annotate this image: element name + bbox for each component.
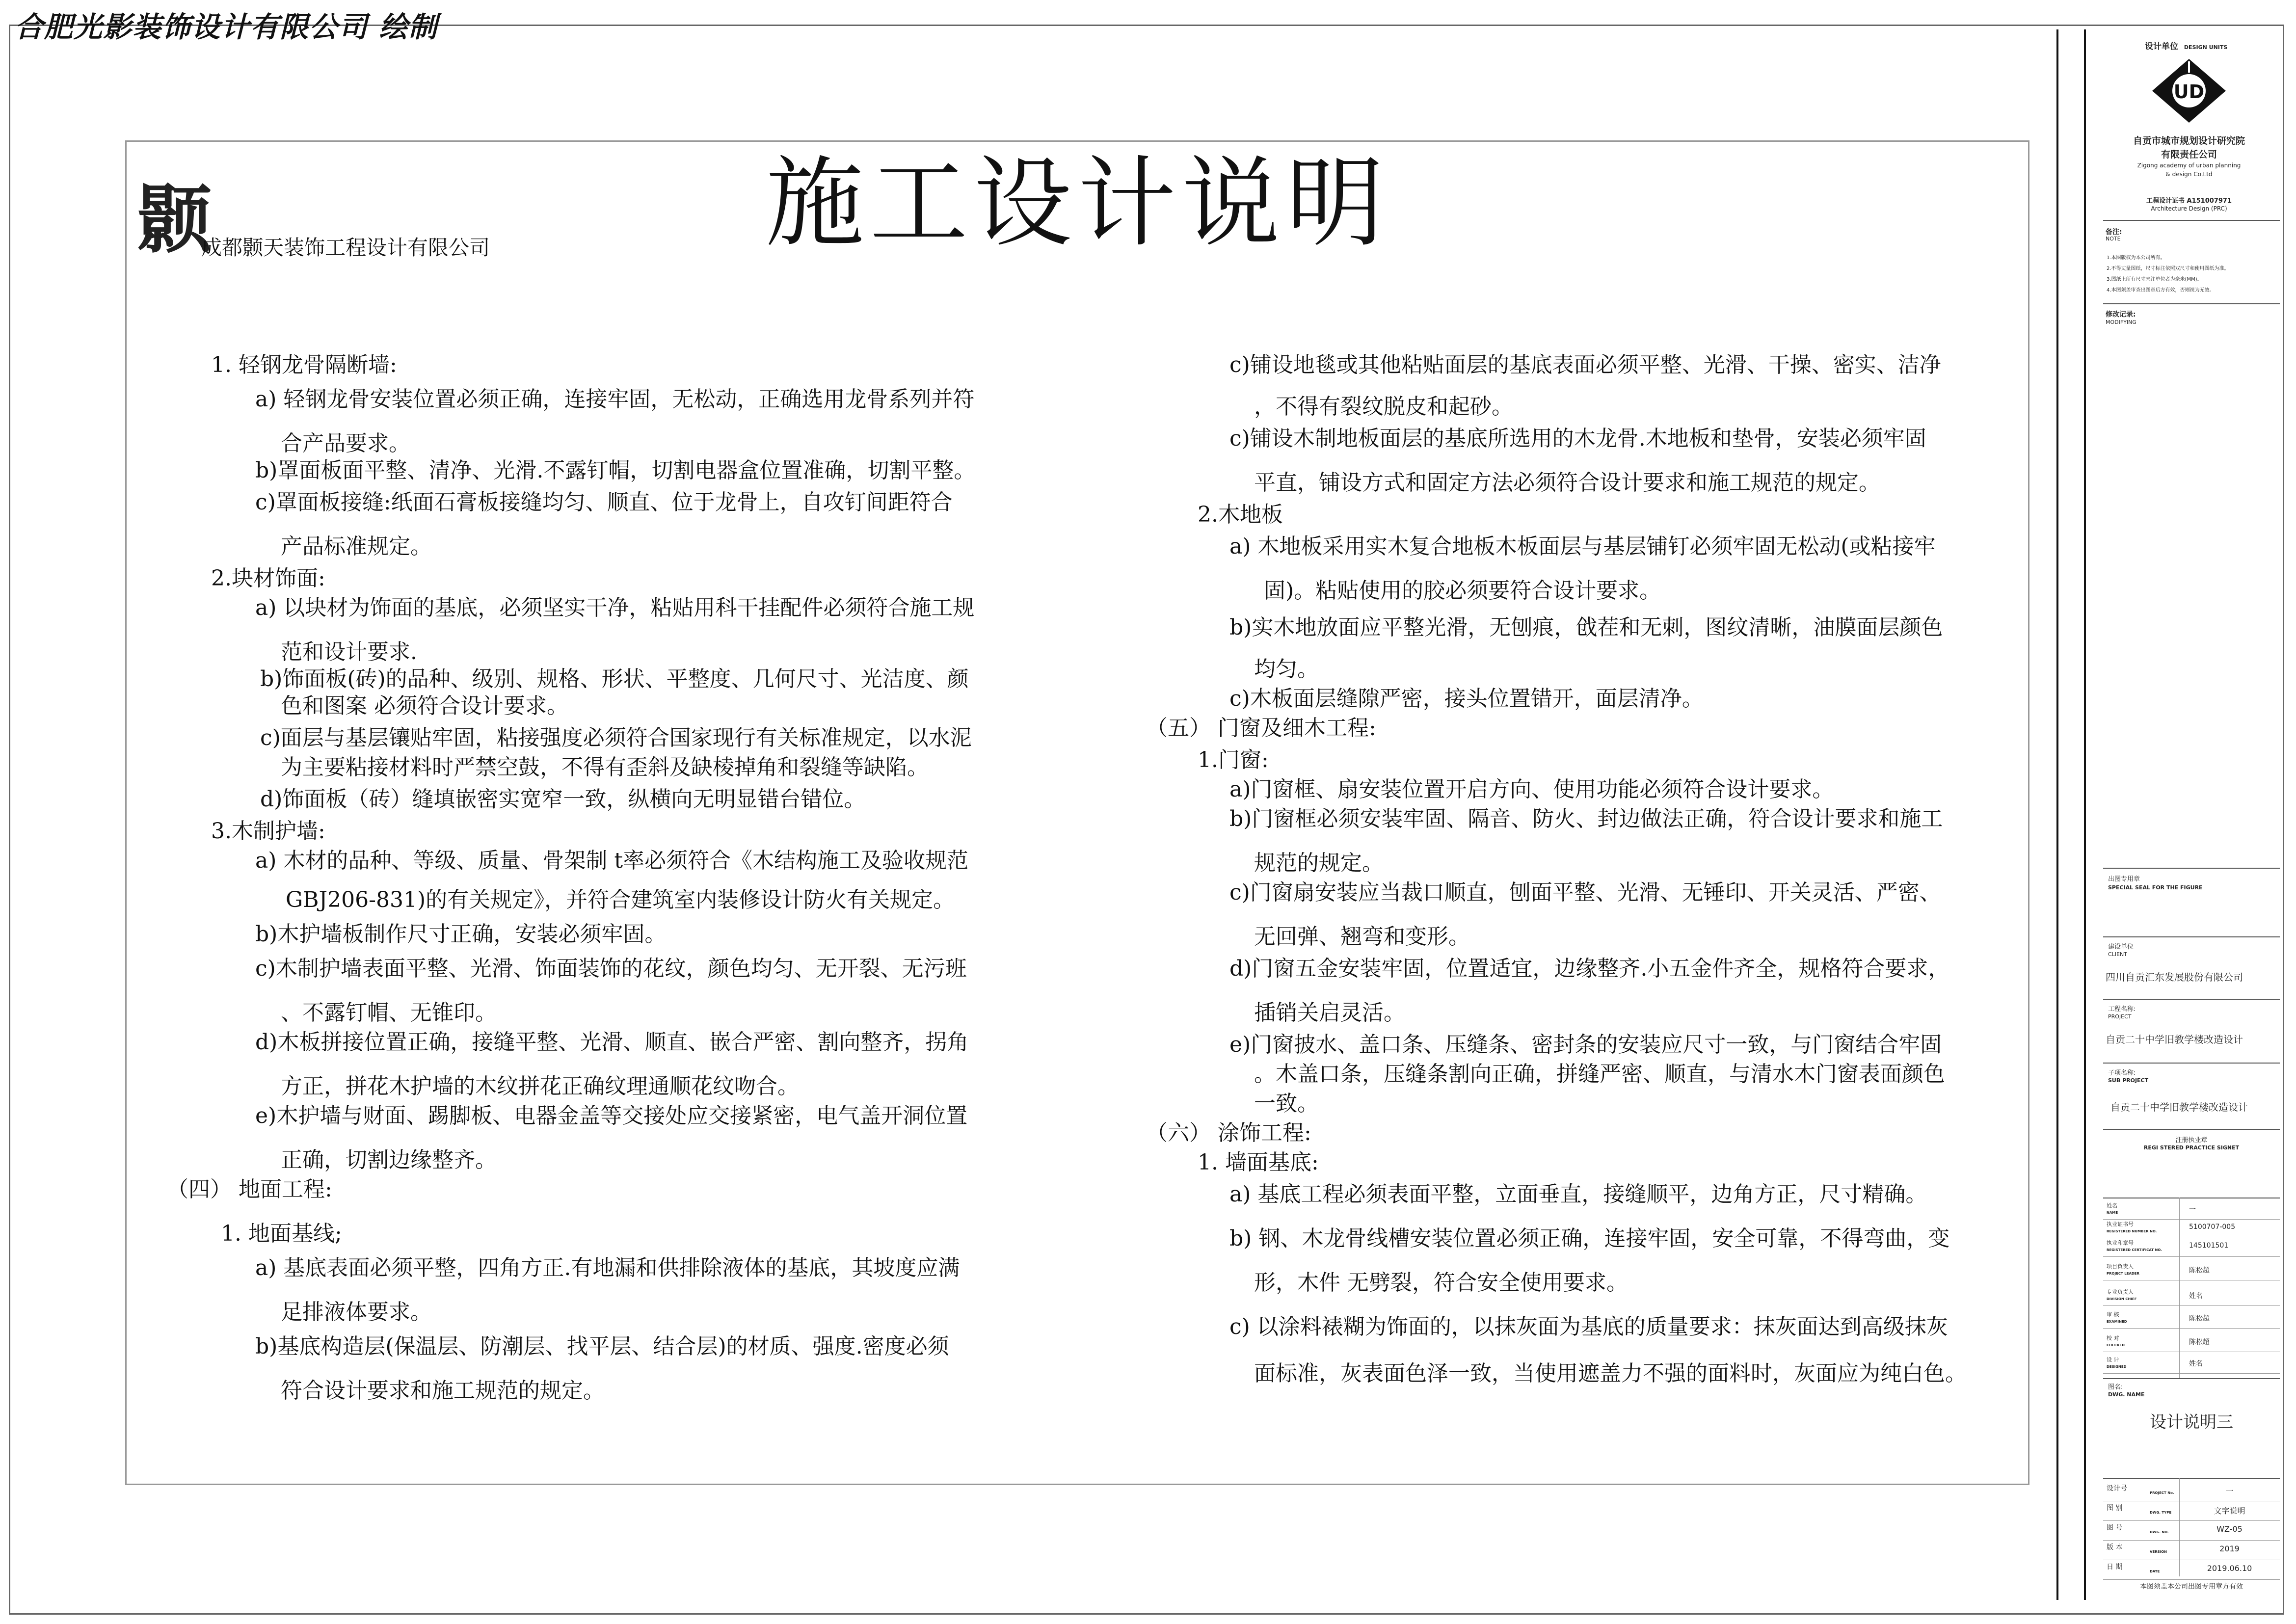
info-label: 图 别 <box>2107 1504 2123 1512</box>
seal-en: SPECIAL SEAL FOR THE FIGURE <box>2108 884 2203 891</box>
text-line: 形，木件 无劈裂，符合安全使用要求。 <box>1254 1270 1628 1295</box>
info-value: 2019.06.10 <box>2207 1564 2252 1573</box>
tb-row-line <box>2103 1520 2280 1521</box>
title-block-divider <box>2056 29 2058 1600</box>
notes-en: NOTE <box>2106 236 2121 242</box>
text-line: d)饰面板（砖）缝填嵌密实宽窄一致，纵横向无明显错台错位。 <box>260 787 866 812</box>
info-label-en: DWG. NO. <box>2150 1530 2169 1534</box>
personnel-label-en: PROJECT LEADER <box>2107 1272 2139 1276</box>
text-line: 。木盖口条，压缝条割向正确，拼缝严密、顺直，与清水木门窗表面颜色 <box>1254 1062 1945 1087</box>
tb-line <box>2103 999 2280 1000</box>
personnel-value: 5100707-005 <box>2189 1223 2236 1231</box>
text-line: 面标准，灰表面色泽一致，当使用遮盖力不强的面料时，灰面应为纯白色。 <box>1254 1361 1967 1386</box>
personnel-label <box>2107 1335 2125 1349</box>
tb-row-line <box>2103 1256 2280 1257</box>
text-line: 正确，切割边缘整齐。 <box>281 1147 497 1172</box>
info-label-en: DATE <box>2150 1570 2160 1573</box>
tb-line <box>2103 1129 2280 1130</box>
text-line: 1.门窗: <box>1198 747 1269 772</box>
text-line: 方正，拼花木护墙的木纹拼花正确纹理通顺花纹吻合。 <box>281 1074 799 1099</box>
tb-line <box>2103 220 2280 221</box>
stamp-en: REGI STERED PRACTICE SIGNET <box>2143 1145 2240 1151</box>
personnel-label-cn: 执业证书号 <box>2107 1221 2134 1227</box>
tb-line <box>2103 1063 2280 1064</box>
personnel-label-cn: 设 计 <box>2107 1357 2119 1363</box>
design-unit-en: DESIGN UNITS <box>2184 44 2228 51</box>
stamp-label: 注册执业章 <box>2175 1137 2208 1144</box>
text-line: c)面层与基层镶贴牢固，粘接强度必须符合国家现行有关标准规定，以水泥 <box>260 725 972 750</box>
institute-en-1: Zigong academy of urban planning <box>2137 162 2241 169</box>
text-line: 、不露钉帽、无锥印。 <box>281 1000 497 1025</box>
institute-name-2: 有限责任公司 <box>2161 149 2217 160</box>
modify-label: 修改记录: <box>2106 311 2136 319</box>
text-line: 足排液体要求。 <box>281 1300 432 1325</box>
text-line: 为主要粘接材料时严禁空鼓，不得有歪斜及缺棱掉角和裂缝等缺陷。 <box>281 755 929 780</box>
tb-line <box>2103 1478 2280 1479</box>
text-line: GBJ206-831)的有关规定》，并符合建筑室内装修设计防火有关规定。 <box>286 887 955 912</box>
company-logo <box>137 177 212 263</box>
text-line: a)门窗框、扇安装位置开启方向、使用功能必须符合设计要求。 <box>1229 777 1834 802</box>
text-line: （五） 门窗及细木工程: <box>1146 716 1376 741</box>
tb-row-line <box>2103 1540 2280 1541</box>
text-line: 插销关启灵活。 <box>1254 1000 1405 1025</box>
personnel-value: 一 <box>2189 1206 2196 1214</box>
info-value: 文字说明 <box>2214 1506 2245 1516</box>
text-line: 2.木地板 <box>1198 502 1283 527</box>
text-line: a) 木地板采用实木复合地板木板面层与基层铺钉必须牢固无松动(或粘接牢 <box>1229 534 1936 559</box>
tb-row-line <box>2103 1579 2280 1580</box>
text-line: ，不得有裂纹脱皮和起砂。 <box>1254 394 1513 419</box>
personnel-value: 陈松超 <box>2189 1338 2210 1346</box>
personnel-label-cn: 专业负责人 <box>2107 1289 2134 1295</box>
personnel-value: 姓名 <box>2189 1360 2203 1368</box>
text-line: d)木板拼接位置正确，接缝平整、光滑、顺直、嵌合严密、割向整齐，拐角 <box>255 1030 969 1055</box>
text-line: b)门窗框必须安装牢固、隔音、防火、封边做法正确，符合设计要求和施工 <box>1229 806 1943 831</box>
notes-label: 备注: <box>2106 228 2122 236</box>
note-item: 2.不得丈量图纸，尺寸标注依照双尺寸和使用图纸为准。 <box>2107 266 2229 271</box>
personnel-label-en: REGISTERED NUMBER NO. <box>2107 1229 2157 1233</box>
tb-row-line <box>2103 1305 2280 1306</box>
text-line: 无回弹、翘弯和变形。 <box>1254 924 1470 949</box>
text-line: （六） 涂饰工程: <box>1146 1120 1311 1145</box>
project-label: 工程名称: <box>2108 1006 2136 1013</box>
info-value: 一 <box>2225 1487 2234 1496</box>
info-label: 日 期 <box>2107 1563 2123 1571</box>
note-item: 4.本图须盖审查出图章后方有效，否则视为无效。 <box>2107 288 2215 293</box>
personnel-label-cn: 姓名 <box>2107 1202 2117 1209</box>
tb-line <box>2103 303 2280 304</box>
drawing-name-en: DWG. NAME <box>2108 1391 2145 1398</box>
text-line: a) 木材的品种、等级、质量、骨架制 t率必须符合《木结构施工及验收规范 <box>255 848 969 873</box>
notes-list <box>2107 253 2229 296</box>
text-line: 1. 墙面基底: <box>1198 1150 1319 1175</box>
design-unit-label: 设计单位 <box>2145 42 2178 52</box>
subproject-label: 子项名称: <box>2108 1069 2136 1077</box>
personnel-label-en: DIVISION CHIEF <box>2107 1297 2137 1301</box>
text-line: a) 轻钢龙骨安装位置必须正确，连接牢固，无松动，正确选用龙骨系列并符 <box>255 387 975 412</box>
personnel-label <box>2107 1357 2126 1370</box>
text-line: 固)。粘贴使用的胶必须要符合设计要求。 <box>1264 578 1661 603</box>
personnel-label-en: REGISTERED CERTIFICAT NO. <box>2107 1248 2162 1252</box>
client-en: CLIENT <box>2108 951 2127 958</box>
subproject-en: SUB PROJECT <box>2108 1077 2149 1084</box>
text-line: 产品标准规定。 <box>281 534 432 559</box>
info-label: 设计号 <box>2107 1485 2127 1492</box>
text-line: b)罩面板面平整、清净、光滑.不露钉帽，切割电器盒位置准确，切割平整。 <box>255 458 976 483</box>
title-block-divider-inner <box>2084 29 2086 1600</box>
text-line: 规范的规定。 <box>1254 851 1384 876</box>
tb-row-line <box>2103 1219 2280 1220</box>
personnel-value: 陈松超 <box>2189 1267 2210 1275</box>
personnel-label <box>2107 1202 2118 1216</box>
info-label: 版 本 <box>2107 1544 2123 1551</box>
svg-text:颢: 颢 <box>137 177 212 263</box>
text-line: 1. 轻钢龙骨隔断墙: <box>211 352 397 377</box>
personnel-label-cn: 执业印章号 <box>2107 1240 2134 1246</box>
footer-note: 本图须盖本公司出图专用章方有效 <box>2140 1583 2243 1591</box>
tb-col-line <box>2179 1198 2180 1378</box>
info-value: WZ-05 <box>2216 1524 2243 1534</box>
info-value: 2019 <box>2219 1544 2240 1553</box>
personnel-label <box>2107 1240 2162 1253</box>
text-line: 一致。 <box>1254 1091 1319 1116</box>
text-line: c)铺设地毯或其他粘贴面层的基底表面必须平整、光滑、干操、密实、洁净 <box>1229 352 1941 377</box>
text-line: b)饰面板(砖)的品种、级别、规格、形状、平整度、几何尺寸、光洁度、颜 <box>260 666 969 692</box>
text-line: c)木制护墙表面平整、光滑、饰面装饰的花纹，颜色均匀、无开裂、无污班 <box>255 956 967 981</box>
text-line: c)门窗扇安装应当裁口顺直，刨面平整、光滑、无锤印、开关灵活、严密、 <box>1229 880 1941 905</box>
modify-en: MODIFYING <box>2106 319 2136 325</box>
text-line: c)铺设木制地板面层的基底所选用的木龙骨.木地板和垫骨，安装必须牢固 <box>1229 426 1926 451</box>
watermark-text: 合肥光影装饰设计有限公司 绘制 <box>15 10 438 44</box>
tb-line <box>2103 868 2280 869</box>
info-label: 图 号 <box>2107 1524 2123 1532</box>
text-line: b)实木地放面应平整光滑，无刨痕，戗茬和无刺，图纹清晰，油膜面层颜色 <box>1229 615 1943 640</box>
personnel-value: 陈松超 <box>2189 1315 2210 1323</box>
text-line: b)基底构造层(保温层、防潮层、找平层、结合层)的材质、强度.密度必须 <box>255 1334 949 1359</box>
note-item: 3.图纸上所有尺寸未注单位者为毫米(MM)。 <box>2107 277 2202 282</box>
svg-text:UD: UD <box>2173 81 2205 103</box>
info-label-en: DWG. TYPE <box>2150 1511 2172 1515</box>
text-line: 均匀。 <box>1254 657 1319 682</box>
personnel-label <box>2107 1289 2137 1303</box>
institute-name-1: 自贡市城市规划设计研究院 <box>2133 135 2245 146</box>
institute-en-2: & design Co.Ltd <box>2165 171 2213 178</box>
tb-line <box>2103 1378 2280 1379</box>
personnel-label-en: NAME <box>2107 1211 2118 1215</box>
text-line: c)木板面层缝隙严密，接头位置错开，面层清净。 <box>1229 686 1704 711</box>
client-label: 建设单位 <box>2108 943 2134 951</box>
text-line: 范和设计要求. <box>281 639 417 665</box>
text-line: 色和图案 必须符合设计要求。 <box>281 693 568 719</box>
note-item: 1.本图版权为本公司所有。 <box>2107 255 2165 261</box>
text-line: a) 基底工程必须表面平整，立面垂直，接缝顺平，边角方正，尺寸精确。 <box>1229 1182 1927 1207</box>
text-line: 合产品要求。 <box>281 431 410 456</box>
tb-row-line <box>2103 1373 2280 1374</box>
seal-label: 出图专用章 <box>2108 876 2140 883</box>
cert-en: Architecture Design (PRC) <box>2151 205 2227 212</box>
text-line: e)门窗披水、盖口条、压缝条、密封条的安装应尺寸一致，与门窗结合牢固 <box>1229 1032 1942 1057</box>
page-title: 施工设计说明 <box>766 146 1390 261</box>
personnel-label-en: EXAMINED <box>2107 1320 2127 1324</box>
info-label-en: PROJECT No. <box>2150 1491 2174 1495</box>
text-line: b) 钢、木龙骨线槽安装位置必须正确，连接牢固，安全可靠，不得弯曲，变 <box>1229 1226 1950 1251</box>
text-line: （四） 地面工程: <box>167 1177 332 1202</box>
ud-logo-icon <box>2145 54 2233 128</box>
text-line: e)木护墙与财面、踢脚板、电器金盖等交接处应交接紧密，电气盖开洞位置 <box>255 1103 968 1128</box>
text-line: a) 基底表面必须平整，四角方正.有地漏和供排除液体的基底，其坡度应满 <box>255 1255 960 1280</box>
cert-number: 工程设计证书 A151007971 <box>2146 197 2232 205</box>
text-line: 符合设计要求和施工规范的规定。 <box>281 1378 605 1403</box>
logo-company-name: 成都颢天装饰工程设计有限公司 <box>201 236 490 260</box>
text-line: 1. 地面基线; <box>221 1221 342 1246</box>
personnel-value: 姓名 <box>2189 1292 2203 1300</box>
client-value: 四川自贡汇东发展股份有限公司 <box>2106 971 2243 983</box>
personnel-label-en: DESIGNED <box>2107 1365 2127 1369</box>
info-label-en: VERSION <box>2150 1550 2167 1554</box>
text-line: 平直，铺设方式和固定方法必须符合设计要求和施工规范的规定。 <box>1254 470 1880 495</box>
personnel-value: 145101501 <box>2189 1242 2229 1250</box>
personnel-label-cn: 项目负责人 <box>2107 1263 2134 1270</box>
text-line: 3.木制护墙: <box>211 819 325 844</box>
text-line: b)木护墙板制作尺寸正确，安装必须牢固。 <box>255 922 667 947</box>
personnel-label <box>2107 1263 2139 1277</box>
tb-col-line <box>2179 1478 2180 1576</box>
text-line: d)门窗五金安装牢固，位置适宜，边缘整齐.小五金件齐全，规格符合要求， <box>1229 956 1950 981</box>
tb-line <box>2103 936 2280 937</box>
text-line: a) 以块材为饰面的基底，必须坚实干净，粘贴用科干挂配件必须符合施工规 <box>255 595 975 620</box>
personnel-label <box>2107 1311 2127 1325</box>
text-line: 2.块材饰面: <box>211 566 325 591</box>
personnel-label-en: CHECKED <box>2107 1343 2125 1347</box>
personnel-label <box>2107 1221 2157 1235</box>
text-line: c) 以涂料裱糊为饰面的，以抹灰面为基底的质量要求：抹灰面达到高级抹灰 <box>1229 1314 1948 1339</box>
text-line: c)罩面板接缝:纸面石膏板接缝均匀、顺直、位于龙骨上，自攻钉间距符合 <box>255 490 953 515</box>
tb-row-line <box>2103 1328 2280 1329</box>
subproject-value: 自贡二十中学旧教学楼改造设计 <box>2110 1101 2248 1113</box>
project-en: PROJECT <box>2108 1013 2132 1020</box>
personnel-label-cn: 审 核 <box>2107 1311 2119 1318</box>
personnel-label-cn: 校 对 <box>2107 1335 2119 1341</box>
drawing-name-value: 设计说明三 <box>2150 1412 2233 1432</box>
project-value: 自贡二十中学旧教学楼改造设计 <box>2106 1034 2243 1045</box>
drawing-name-label: 图名: <box>2108 1384 2123 1391</box>
